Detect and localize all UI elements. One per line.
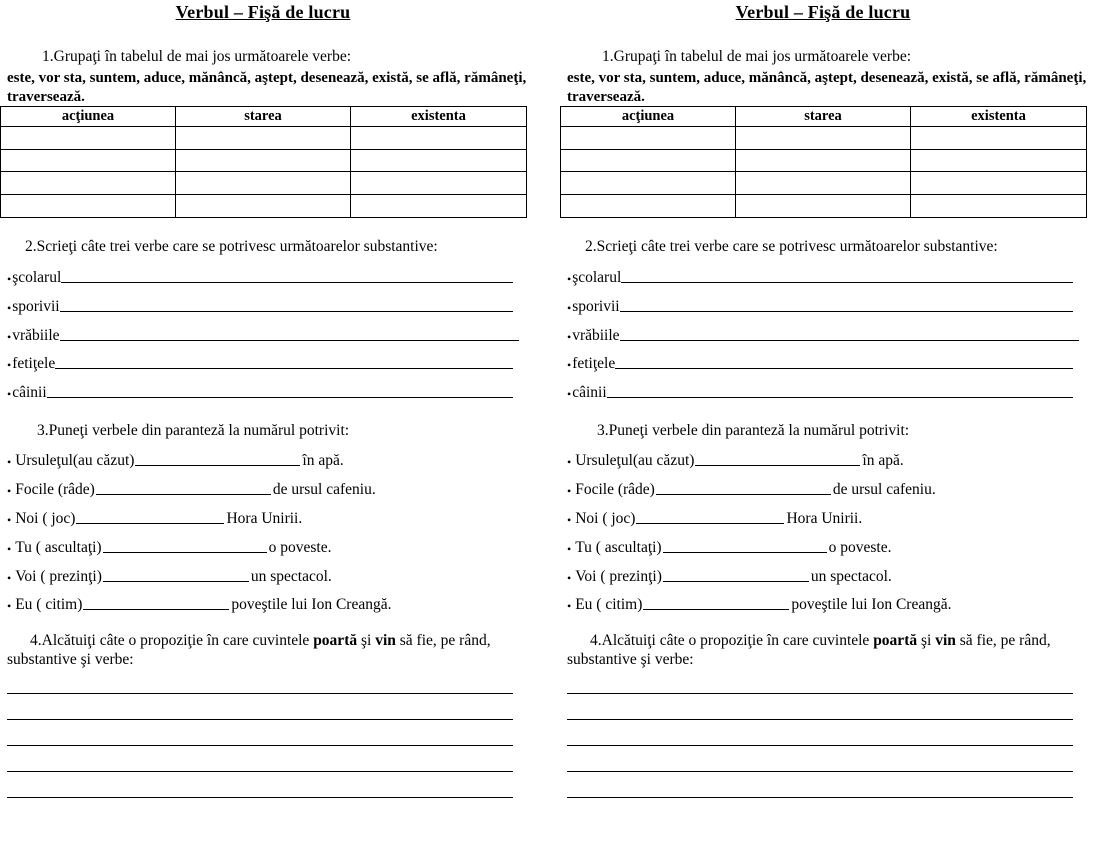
q4-keyword-poarta: poartă xyxy=(873,632,918,649)
verb-prompt: Ursuleţul(au căzut) xyxy=(575,452,695,469)
sentence-end: de ursul cafeniu. xyxy=(272,481,376,498)
bullet-icon: • xyxy=(7,599,15,613)
column-header-existenta: existenta xyxy=(351,107,527,127)
noun-label: câinii xyxy=(12,384,47,401)
answer-line[interactable] xyxy=(567,745,1073,746)
q2-heading: 2.Scrieţi câte trei verbe care se potrivesc următoarelor substantive: xyxy=(25,238,438,255)
sentence-row xyxy=(7,565,513,586)
answer-blank[interactable] xyxy=(663,580,809,582)
sentence-end: în apă. xyxy=(302,452,344,469)
q4-keyword-poarta: poartă xyxy=(313,632,358,649)
page-title: Verbul – Fişă de lucru xyxy=(175,2,351,22)
answer-line[interactable] xyxy=(620,311,1073,312)
bullet-icon: • xyxy=(7,301,12,315)
verb-classification-table xyxy=(0,106,527,218)
q2-heading: 2.Scrieţi câte trei verbe care se potrivesc următoarelor substantive: xyxy=(585,238,998,255)
bullet-icon: • xyxy=(7,387,12,401)
bullet-icon: • xyxy=(567,330,572,344)
table-cell[interactable] xyxy=(351,195,527,218)
answer-line[interactable] xyxy=(621,282,1073,283)
table-cell[interactable] xyxy=(176,149,351,172)
bullet-icon: • xyxy=(7,272,12,286)
table-cell[interactable] xyxy=(736,195,911,218)
table-cell[interactable] xyxy=(561,172,736,195)
sentence-end: Hora Unirii. xyxy=(226,510,303,527)
sentence-end: un spectacol. xyxy=(250,568,332,585)
table-row xyxy=(1,195,527,218)
noun-row xyxy=(7,266,513,287)
verb-prompt: Eu ( citim) xyxy=(15,596,83,613)
bullet-icon: • xyxy=(7,330,12,344)
table-cell[interactable] xyxy=(561,195,736,218)
table-row xyxy=(561,126,1087,149)
verb-prompt: Noi ( joc) xyxy=(575,510,636,527)
answer-blank[interactable] xyxy=(135,464,300,466)
answer-blank[interactable] xyxy=(656,493,831,495)
answer-blank[interactable] xyxy=(103,580,249,582)
noun-row xyxy=(567,266,1073,287)
sentence-row xyxy=(7,593,513,614)
q3-heading: 3.Puneţi verbele din paranteză la numărul potrivit: xyxy=(597,422,910,439)
answer-blank[interactable] xyxy=(643,608,789,610)
worksheet-right xyxy=(560,0,1086,850)
sentence-row xyxy=(7,478,513,499)
noun-row xyxy=(567,381,1073,402)
column-header-actiunea: acţiunea xyxy=(561,107,736,127)
answer-line[interactable] xyxy=(567,693,1073,694)
verb-prompt: Tu ( ascultaţi) xyxy=(575,539,662,556)
worksheet-left xyxy=(0,0,526,850)
table-cell[interactable] xyxy=(736,172,911,195)
noun-row xyxy=(7,381,513,402)
table-cell[interactable] xyxy=(176,195,351,218)
table-header-row xyxy=(561,107,1087,127)
answer-line[interactable] xyxy=(7,719,513,720)
table-cell[interactable] xyxy=(1,172,176,195)
answer-line[interactable] xyxy=(7,771,513,772)
answer-line[interactable] xyxy=(60,340,519,341)
table-header-row xyxy=(1,107,527,127)
sentence-row xyxy=(567,478,1073,499)
answer-line[interactable] xyxy=(7,745,513,746)
answer-line[interactable] xyxy=(7,693,513,694)
table-row xyxy=(1,172,527,195)
answer-blank[interactable] xyxy=(83,608,229,610)
verb-prompt: Voi ( prezinţi) xyxy=(575,568,662,585)
q1-verb-list: este, vor sta, suntem, aduce, mănâncă, aştept, desenează, există, se află, rămâneţi, traversează. xyxy=(7,70,527,105)
noun-row xyxy=(7,295,513,316)
table-row xyxy=(561,172,1087,195)
noun-row xyxy=(567,295,1073,316)
noun-row xyxy=(7,352,513,373)
noun-label: vrăbiile xyxy=(12,327,60,344)
noun-label: şcolarul xyxy=(572,269,622,286)
column-header-starea: starea xyxy=(176,107,351,127)
sentence-end: o poveste. xyxy=(268,539,332,556)
q4-text: să fie, pe rând, substantive şi verbe: xyxy=(7,632,491,668)
noun-row xyxy=(7,324,519,345)
answer-blank[interactable] xyxy=(103,551,267,553)
bullet-icon: • xyxy=(567,272,572,286)
verb-prompt: Eu ( citim) xyxy=(575,596,643,613)
sentence-row xyxy=(7,449,513,470)
verb-prompt: Focile (râde) xyxy=(575,481,655,498)
bullet-icon: • xyxy=(567,571,575,585)
noun-label: câinii xyxy=(572,384,607,401)
table-cell[interactable] xyxy=(351,149,527,172)
bullet-icon: • xyxy=(567,484,575,498)
answer-line[interactable] xyxy=(567,771,1073,772)
table-cell[interactable] xyxy=(176,126,351,149)
bullet-icon: • xyxy=(7,542,15,556)
answer-blank[interactable] xyxy=(695,464,860,466)
table-cell[interactable] xyxy=(911,195,1087,218)
bullet-icon: • xyxy=(567,542,575,556)
answer-line[interactable] xyxy=(55,368,513,369)
table-cell[interactable] xyxy=(736,126,911,149)
column-header-starea: starea xyxy=(736,107,911,127)
table-cell[interactable] xyxy=(1,126,176,149)
sentence-end: un spectacol. xyxy=(810,568,892,585)
table-cell[interactable] xyxy=(1,195,176,218)
answer-line[interactable] xyxy=(567,797,1073,798)
answer-line[interactable] xyxy=(61,282,513,283)
answer-blank[interactable] xyxy=(636,522,784,524)
column-header-actiunea: acţiunea xyxy=(1,107,176,127)
bullet-icon: • xyxy=(567,455,575,469)
answer-blank[interactable] xyxy=(663,551,827,553)
table-cell[interactable] xyxy=(561,149,736,172)
page-title: Verbul – Fişă de lucru xyxy=(735,2,911,22)
noun-label: sporivii xyxy=(12,298,60,315)
answer-line[interactable] xyxy=(567,719,1073,720)
q4-text: 4.Alcătuiţi câte o propoziţie în care cuvintele xyxy=(590,632,874,649)
noun-row xyxy=(567,352,1073,373)
sentence-row xyxy=(567,593,1073,614)
table-row xyxy=(1,126,527,149)
q4-text: şi xyxy=(357,632,376,649)
answer-blank[interactable] xyxy=(96,493,271,495)
q1-verb-list: este, vor sta, suntem, aduce, mănâncă, aştept, desenează, există, se află, rămâneţi, traversează. xyxy=(567,70,1087,105)
q4-text: să fie, pe rând, substantive şi verbe: xyxy=(567,632,1051,668)
verb-prompt: Ursuleţul(au căzut) xyxy=(15,452,135,469)
table-cell[interactable] xyxy=(176,172,351,195)
answer-line[interactable] xyxy=(615,368,1073,369)
table-cell[interactable] xyxy=(911,172,1087,195)
sentence-end: poveştile lui Ion Creangă. xyxy=(791,596,952,613)
q4-text: 4.Alcătuiţi câte o propoziţie în care cuvintele xyxy=(30,632,314,649)
bullet-icon: • xyxy=(7,358,12,372)
table-cell[interactable] xyxy=(561,126,736,149)
answer-line[interactable] xyxy=(607,397,1073,398)
bullet-icon: • xyxy=(567,513,575,527)
table-cell[interactable] xyxy=(911,126,1087,149)
verb-classification-table xyxy=(560,106,1087,218)
bullet-icon: • xyxy=(7,484,15,498)
answer-line[interactable] xyxy=(47,397,513,398)
q4-heading xyxy=(7,631,517,669)
bullet-icon: • xyxy=(567,301,572,315)
noun-label: şcolarul xyxy=(12,269,62,286)
sentence-end: în apă. xyxy=(862,452,904,469)
sentence-row xyxy=(567,449,1073,470)
table-cell[interactable] xyxy=(351,172,527,195)
answer-blank[interactable] xyxy=(76,522,224,524)
q3-heading: 3.Puneţi verbele din paranteză la numărul potrivit: xyxy=(37,422,350,439)
column-header-existenta: existenta xyxy=(911,107,1087,127)
q1-heading: 1.Grupaţi în tabelul de mai jos următoarele verbe: xyxy=(602,48,912,65)
q1-heading: 1.Grupaţi în tabelul de mai jos următoarele verbe: xyxy=(42,48,352,65)
sentence-end: o poveste. xyxy=(828,539,892,556)
q4-text: şi xyxy=(917,632,936,649)
verb-prompt: Voi ( prezinţi) xyxy=(15,568,102,585)
noun-label: fetiţele xyxy=(572,355,616,372)
sentence-row xyxy=(7,536,513,557)
table-row xyxy=(561,149,1087,172)
noun-label: sporivii xyxy=(572,298,620,315)
bullet-icon: • xyxy=(7,455,15,469)
table-cell[interactable] xyxy=(1,149,176,172)
sentence-row xyxy=(7,507,513,528)
bullet-icon: • xyxy=(7,513,15,527)
table-row xyxy=(1,149,527,172)
sentence-row xyxy=(567,536,1073,557)
bullet-icon: • xyxy=(7,571,15,585)
sentence-end: de ursul cafeniu. xyxy=(832,481,936,498)
q4-keyword-vin: vin xyxy=(935,632,956,649)
bullet-icon: • xyxy=(567,358,572,372)
table-row xyxy=(561,195,1087,218)
table-cell[interactable] xyxy=(736,149,911,172)
sentence-end: poveştile lui Ion Creangă. xyxy=(231,596,392,613)
verb-prompt: Noi ( joc) xyxy=(15,510,76,527)
noun-label: fetiţele xyxy=(12,355,56,372)
q4-heading xyxy=(567,631,1077,669)
sentence-end: Hora Unirii. xyxy=(786,510,863,527)
table-cell[interactable] xyxy=(911,149,1087,172)
answer-line[interactable] xyxy=(620,340,1079,341)
sentence-row xyxy=(567,565,1073,586)
verb-prompt: Focile (râde) xyxy=(15,481,95,498)
bullet-icon: • xyxy=(567,387,572,401)
table-cell[interactable] xyxy=(351,126,527,149)
bullet-icon: • xyxy=(567,599,575,613)
answer-line[interactable] xyxy=(7,797,513,798)
sentence-row xyxy=(567,507,1073,528)
verb-prompt: Tu ( ascultaţi) xyxy=(15,539,102,556)
noun-row xyxy=(567,324,1079,345)
q4-keyword-vin: vin xyxy=(375,632,396,649)
answer-line[interactable] xyxy=(60,311,513,312)
noun-label: vrăbiile xyxy=(572,327,620,344)
